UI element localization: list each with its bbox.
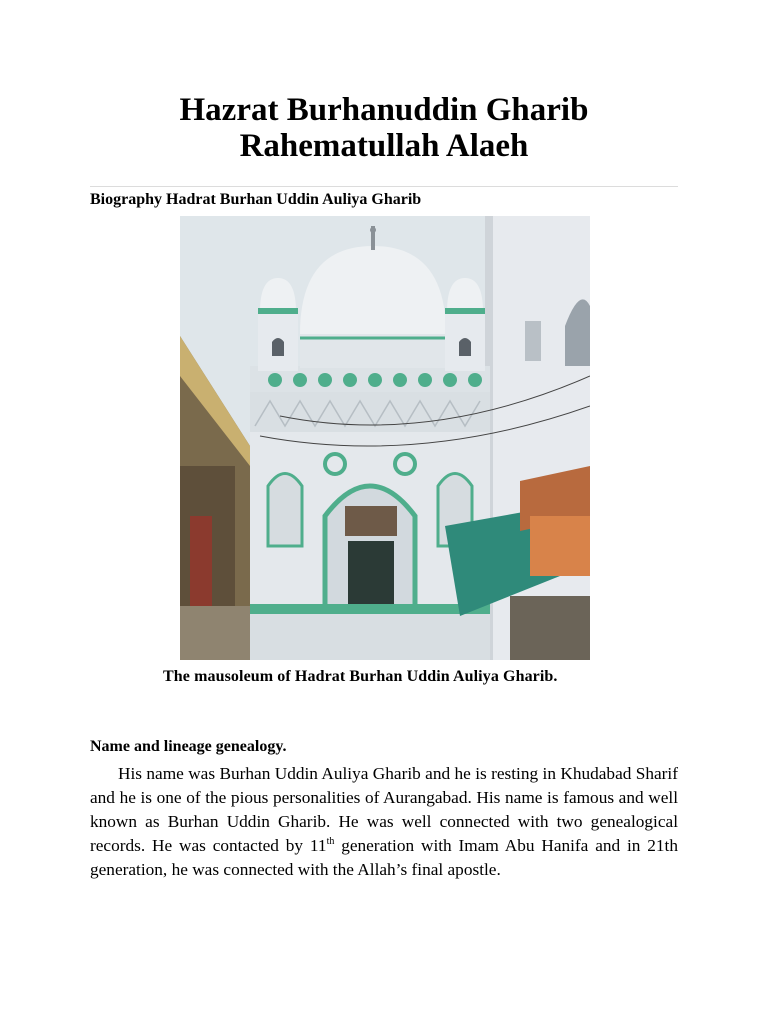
title-line-1: Hazrat Burhanuddin Gharib <box>179 92 589 128</box>
subtitle: Biography Hadrat Burhan Uddin Auliya Gharib <box>90 191 422 208</box>
mausoleum-illustration <box>180 216 590 660</box>
paragraph-part-2: generation with Imam Abu Hanifa and in 21th generation, he was connected with the Allah’s final apostle. <box>90 836 679 879</box>
photo-caption: The mausoleum of Hadrat Burhan Uddin Auliya Gharib. <box>163 668 558 685</box>
paragraph-part-1: His name was Burhan Uddin Auliya Gharib and he is resting in Khudabad Sharif and he is one of the pious personalities of Aurangabad. His name is famous and well known as Burhan Uddin Gharib. He was well connected with two genealogical records. He was contacted by 11 <box>90 764 678 855</box>
horizontal-divider <box>90 186 678 187</box>
body-paragraph <box>90 762 678 882</box>
title-line-2: Rahematullah Alaeh <box>239 128 529 164</box>
section-heading: Name and lineage genealogy. <box>90 738 287 755</box>
mausoleum-photo <box>180 216 590 660</box>
page-title <box>0 92 768 164</box>
ordinal-superscript: th <box>326 836 335 847</box>
